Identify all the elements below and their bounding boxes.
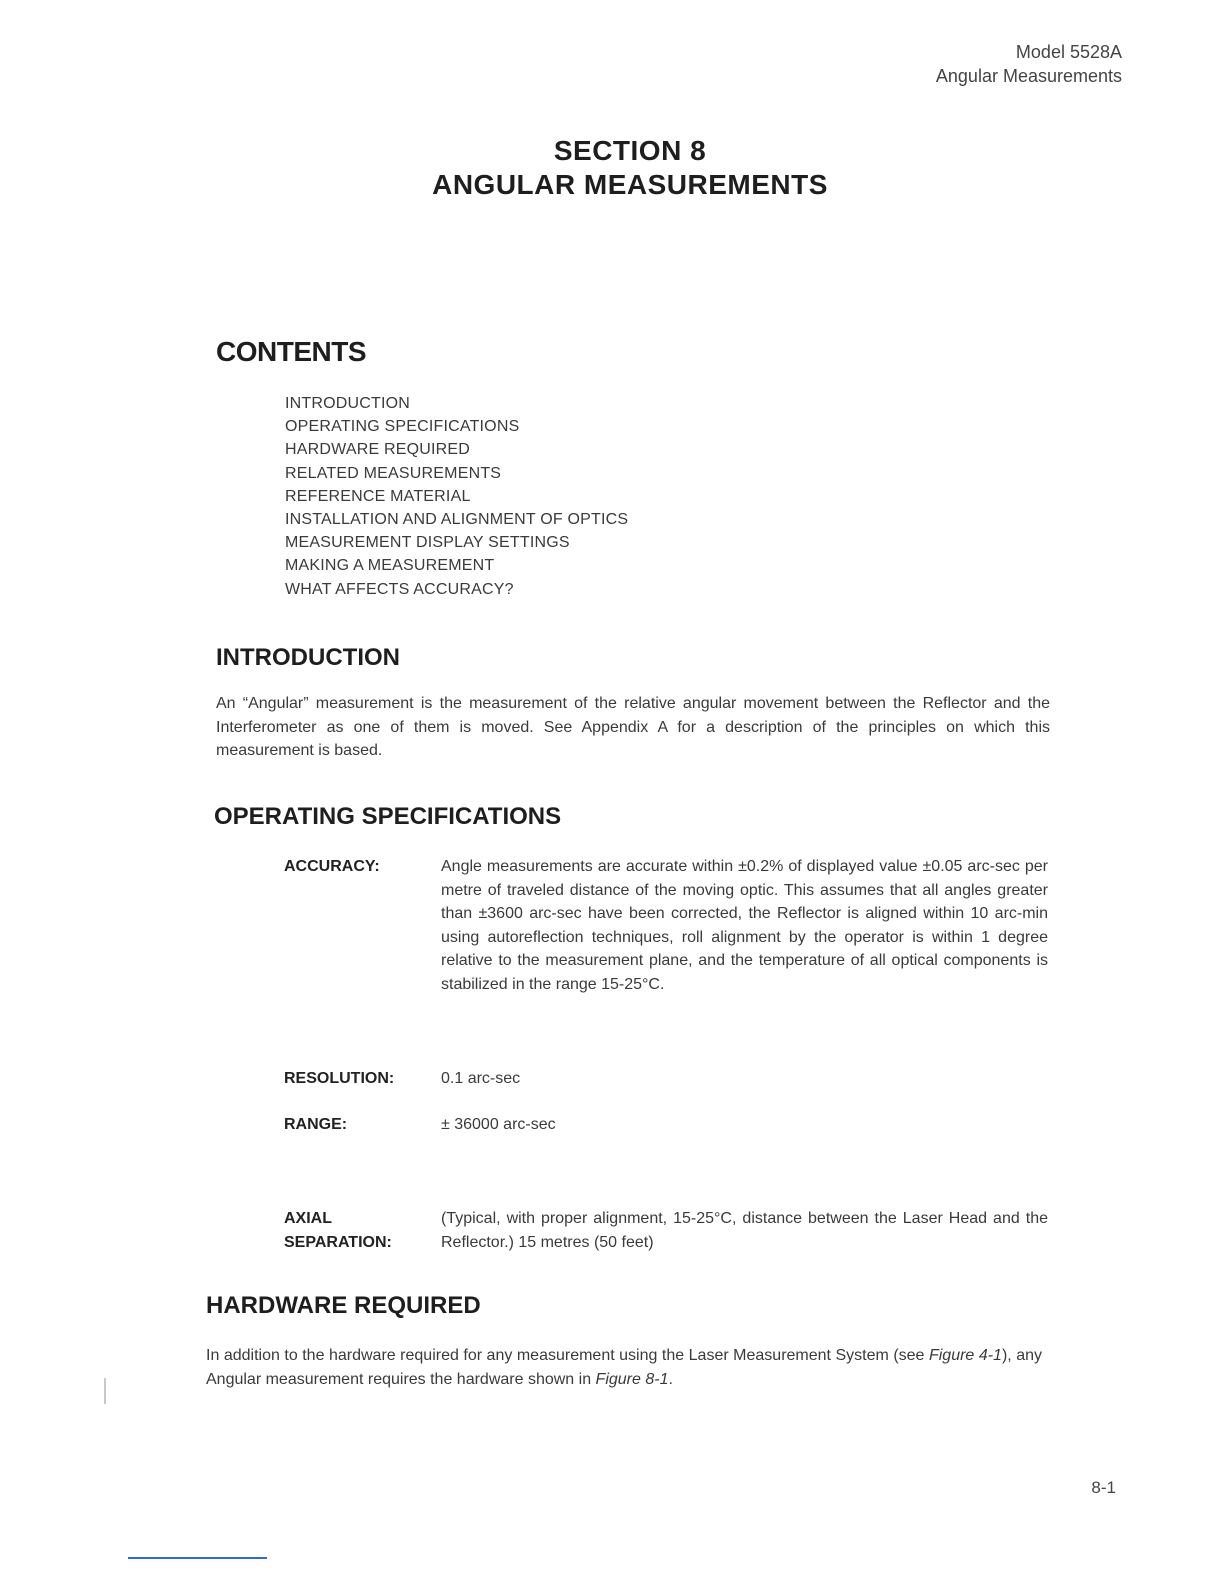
toc-item: MAKING A MEASUREMENT [285, 557, 495, 575]
running-header [936, 40, 1122, 88]
introduction-heading: INTRODUCTION [216, 644, 400, 671]
resolution-value: 0.1 arc-sec [441, 1070, 521, 1087]
hardware-text-3: . [668, 1370, 673, 1388]
accuracy-value: Angle measurements are accurate within ±0.2% of displayed value ±0.05 arc-sec per metre of traveled distance of the moving optic. This assumes that all angles greater than ±3600 arc-sec have been corrected, the Reflector is aligned within 10 arc-min using autoreflection techniques, roll alignment by the operator is within 1 degree relative to the measurement plane, and the temperature of all optical components is stabilized in the range 15-25°C. [441, 858, 1048, 993]
toc-item: REFERENCE MATERIAL [285, 487, 471, 505]
toc-item: INSTALLATION AND ALIGNMENT OF OPTICS [285, 511, 629, 529]
footer-rule [128, 1557, 267, 1559]
section-name: ANGULAR MEASUREMENTS [432, 169, 828, 200]
scan-mark [104, 1378, 106, 1404]
introduction-paragraph: An “Angular” measurement is the measurement of the relative angular movement between the Reflector and the Interferometer as one of them is moved. See Appendix A for a description of the principles on which this measurement is based. [216, 695, 1050, 759]
hardware-text-1: In addition to the hardware required for any measurement using the Laser Measurement System (see [206, 1347, 929, 1364]
hardware-required-heading: HARDWARE REQUIRED [206, 1292, 481, 1319]
axial-separation-value: (Typical, with proper alignment, 15-25°C, distance between the Laser Head and the Reflector.) 15 metres (50 feet) [441, 1210, 1048, 1251]
section-number: SECTION 8 [553, 135, 707, 166]
operating-specifications-heading: OPERATING SPECIFICATIONS [214, 803, 562, 830]
page-number: 8-1 [1091, 1478, 1116, 1497]
section-title [0, 134, 1224, 202]
axial-separation-label [284, 1207, 392, 1254]
accuracy-label: ACCURACY: [284, 858, 380, 875]
figure-8-1-reference: Figure 8-1 [595, 1370, 669, 1388]
header-subject: Angular Measurements [935, 66, 1122, 86]
header-model: Model 5528A [1015, 42, 1122, 62]
toc-item: OPERATING SPECIFICATIONS [285, 418, 520, 436]
contents-heading: CONTENTS [216, 336, 366, 367]
range-label: RANGE: [284, 1116, 348, 1133]
table-of-contents [285, 392, 628, 601]
toc-item: RELATED MEASUREMENTS [285, 464, 502, 482]
axial-label-line1: AXIAL [284, 1210, 332, 1227]
toc-item: HARDWARE REQUIRED [285, 441, 471, 459]
axial-label-line2: SEPARATION: [284, 1233, 392, 1251]
toc-item: INTRODUCTION [285, 395, 411, 412]
toc-item: MEASUREMENT DISPLAY SETTINGS [285, 534, 570, 552]
toc-item: WHAT AFFECTS ACCURACY? [285, 580, 514, 598]
resolution-label: RESOLUTION: [284, 1070, 395, 1087]
hardware-text-2: ), any Angular measurement requires the hardware shown in [206, 1347, 1043, 1388]
figure-4-1-reference: Figure 4-1 [928, 1347, 1002, 1364]
hardware-required-paragraph [206, 1344, 1042, 1391]
range-value: ± 36000 arc-sec [441, 1116, 556, 1133]
